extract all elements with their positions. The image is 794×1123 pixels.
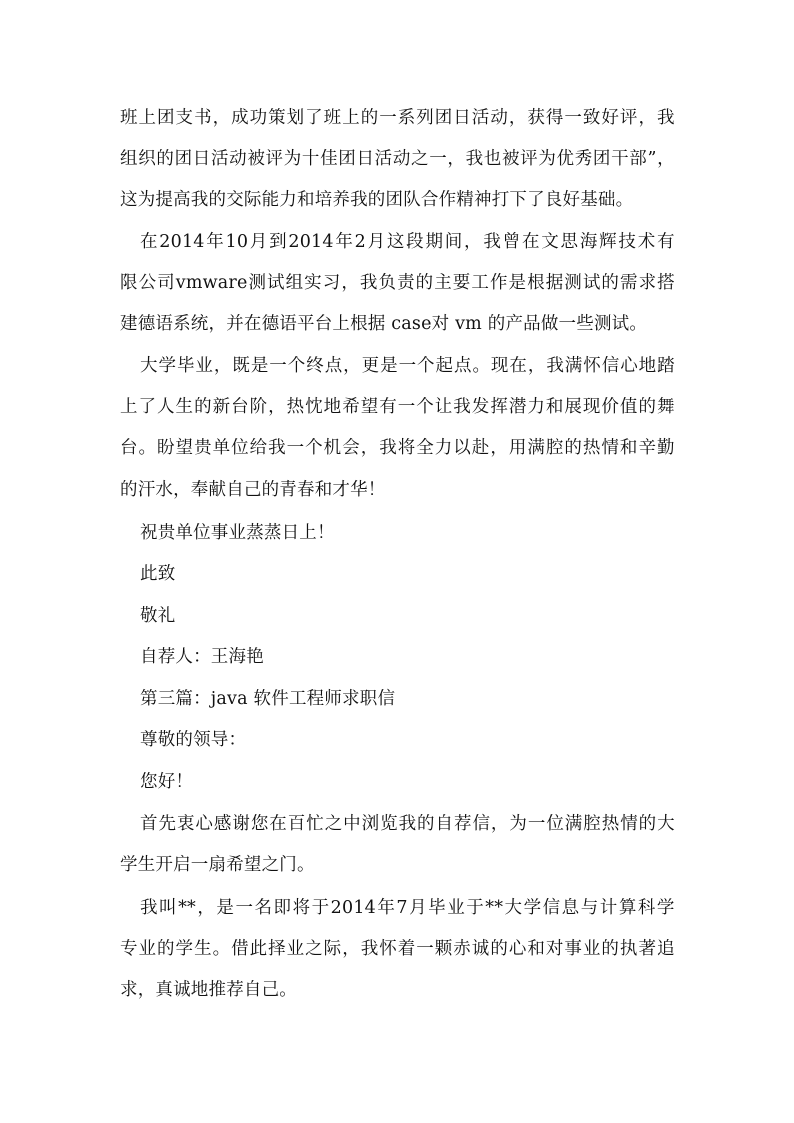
paragraph-line: 限 公 司 vmware 测 试 组 实 习 ， 我 负 责 的 主 要 工 作 是 根 据 测 试 的 需 求 搭 (120, 273, 675, 293)
paragraph-line: 我 叫 ** ， 是 一 名 即 将 于 2014 年 7 月 毕 业 于 ** 大 学 信 息 与 计 算 科 学 (140, 898, 675, 918)
closing-salutation: 敬礼 (140, 606, 176, 626)
paragraph-line: 的汗水，奉献自己的青春和才华！ (120, 480, 386, 500)
paragraph-line: 建德语系统，并在德语平台上根据 case对 vm 的产品做一些测试。 (120, 314, 648, 334)
paragraph-line: 专 业 的 学 生 。 借 此 择 业 之 际 ， 我 怀 着 一 颗 赤 诚 的 心 和 对 事 业 的 执 著 追 (120, 939, 675, 959)
greeting-line: 尊敬的领导： (140, 730, 247, 750)
paragraph-line: 大 学 毕 业 ， 既 是 一 个 终 点 ， 更 是 一 个 起 点 。 现 在 ， 我 满 怀 信 心 地 踏 (140, 356, 675, 376)
paragraph-line: 台 。 盼 望 贵 单 位 给 我 一 个 机 会 ， 我 将 全 力 以 赴 ， 用 满 腔 的 热 情 和 辛 勤 (120, 438, 675, 458)
paragraph-line: 求，真诚地推荐自己。 (120, 980, 297, 1000)
closing-wish: 祝贵单位事业蒸蒸日上！ (140, 523, 335, 543)
signature-line: 自荐人：王海艳 (140, 647, 264, 667)
closing-salutation: 此致 (140, 564, 176, 584)
paragraph-line: 上 了 人 生 的 新 台 阶 ， 热 忱 地 希 望 有 一 个 让 我 发 挥 潜 力 和 展 现 价 值 的 舞 (120, 397, 675, 417)
paragraph-line: 这为提高我的交际能力和培养我的团队合作精神打下了良好基础。 (120, 190, 634, 210)
paragraph-line: 班 上 团 支 书 ， 成 功 策 划 了 班 上 的 一 系 列 团 日 活 动 ， 获 得 一 致 好 评 ， 我 (120, 108, 675, 128)
paragraph-line: 组 织 的 团 日 活 动 被 评 为 十 佳 团 日 活 动 之 一 ， 我 也 被 评 为 优 秀 团 干 部 ” ， (120, 149, 675, 169)
paragraph-line: 首 先 衷 心 感 谢 您 在 百 忙 之 中 浏 览 我 的 自 荐 信 ， 为 一 位 满 腔 热 情 的 大 (140, 814, 675, 834)
section-title: 第三篇：java 软件工程师求职信 (140, 689, 396, 709)
paragraph-line: 在 2014 年 10 月 到 2014 年 2 月 这 段 期 间 ， 我 曾 在 文 思 海 辉 技 术 有 (140, 232, 675, 252)
paragraph-line: 学生开启一扇希望之门。 (120, 855, 315, 875)
greeting-line: 您好！ (140, 772, 194, 792)
